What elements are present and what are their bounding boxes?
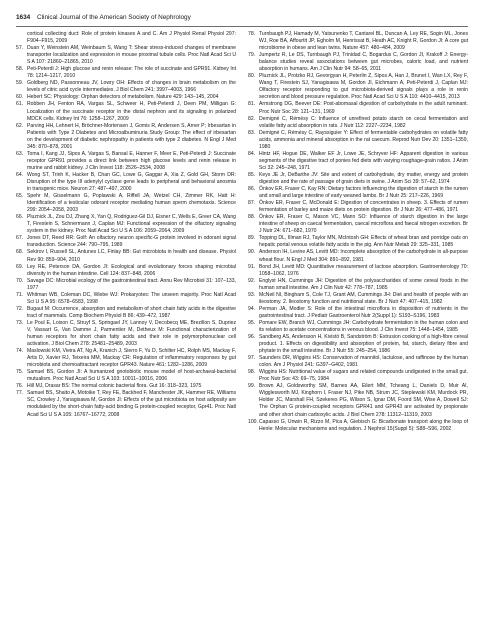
reference-item — [248, 73, 468, 101]
reference-number: 81. — [248, 101, 256, 108]
reference-number: 82. — [248, 115, 256, 122]
reference-item — [248, 369, 468, 383]
reference-item — [248, 151, 468, 172]
reference-number: 89. — [248, 235, 256, 242]
reference-number: 61. — [16, 101, 24, 108]
reference-text: Duan Y, Weinstein AM, Weinbaum S, Wang T: Shear stress-induced changes of membrane transporter localization and expression in mouse proximal tubule cells. Proc Natl Acad Sci U S A 107: 21860–21865, 2010 — [27, 45, 236, 66]
reference-item — [16, 390, 236, 418]
reference-number: 96. — [248, 334, 256, 341]
reference-item — [16, 348, 236, 369]
reference-number: 88. — [248, 214, 256, 221]
reference-text: Peti-Peterdi J: High glucose and renin release: The role of succinate and GPR91. Kidney Int 78: 1214–1217, 2010 — [27, 66, 236, 80]
reference-text: Capasso G, Unwin R, Rizzo M, Pica A, Giebisch G: Bicarbonate transport along the loop of Henle: Molecular mechanisms and regulation. J Nephrol 15(Suppl 5): S88–S96, 2002 — [259, 418, 468, 432]
reference-item — [16, 151, 236, 172]
reference-text: Maslowski KM, Vieira AT, Ng A, Kranich J, Sierro F, Yu D, Schilter HC, Rolph MS, Mackay F, Artis D, Xavier RJ, Teixeira MM, Mackay CR: Regulation of inflammatory responses by gut microbiota and chemoattractant receptor GPR43. Nature 461: 1282–1286, 2009 — [27, 348, 236, 369]
reference-item — [16, 31, 236, 45]
journal-title: Clinical Journal of the American Society of Nephrology — [37, 14, 191, 21]
reference-number: 85. — [248, 171, 256, 178]
reference-number: 94. — [248, 305, 256, 312]
reference-number: 93. — [248, 291, 256, 298]
reference-text: Englyst HN, Cummings JH: Digestion of the polysaccharides of some cereal foods in the human small intestine. Am J Clin Nutr 42: 778–787, 1985 — [259, 277, 468, 291]
reference-text: Perman JA, Modler S: Role of the intestinal microflora in disposition of nutrients in the gastrointestinal tract. J Pediatr Gastroenterol Nutr 2(Suppl 1): S193–S196, 1983 — [259, 305, 468, 319]
reference-item — [16, 278, 236, 292]
reference-number: 70. — [16, 277, 24, 284]
reference-text: McNeil NI, Bingham S, Cole TJ, Grant AM, Cummings JH: Diet and health of people with an ileostomy. 2. Ileostomy function and nutritional state. Br J Nutr 47: 407–415, 1982 — [259, 291, 468, 305]
reference-number: 66. — [16, 214, 24, 221]
reference-number: 58. — [16, 66, 24, 73]
reference-number: 80. — [248, 73, 256, 80]
reference-number: 84. — [248, 150, 256, 157]
reference-text: Sandberg AS, Andersson H, Kivistö B, Sandström B: Extrusion cooking of a high-fibre cereal product. 1. Effects on digestibility and absorption of protein, fat, starch, dietary fibre and phytate in the small intestine. Br J Nutr 55: 245–254, 1986 — [259, 334, 468, 355]
reference-text: Brown AJ, Goldsworthy SM, Barnes AA, Eilert MM, Tcheang L, Daniels D, Muir AI, Wigglesworth MJ, Kinghorn I, Fraser NJ, Pike NB, Strum JC, Steplewski KM, Murdock PR, Holder JC, Marshall FH, Szekeres PG, Wilson S, Ignar DM, Foord SM, Wise A, Dowell SJ: The Orphan G protein-coupled receptors GPR41 and GPR43 are activated by propionate and other short chain carboxylic acids. J Biol Chem 278: 11312–11319, 2003 — [259, 383, 468, 418]
reference-text: Demigné C, Rémésy C, Rayssiguier Y: Effect of fermentable carbohydrates on volatile fatty acids, ammonia and mineral absorption in the rat caecum. Reprod Nutr Dev 20: 1351–1359, 1980 — [259, 129, 468, 150]
reference-number: 62. — [16, 122, 24, 129]
reference-column-right — [248, 31, 468, 635]
reference-text: Spehr M, Gisselmann G, Poplawski A, Riffell JA, Wetzel CH, Zimmer RK, Hatt H: Identification of a testicular odorant receptor mediating human sperm chemotaxis. Science 299: 2054–2058, 2003 — [27, 193, 236, 214]
reference-text: Bugaut M: Occurrence, absorption and metabolism of short chain fatty acids in the digestive tract of mammals. Comp Biochem Physiol B 86: 439–472, 1987 — [27, 305, 236, 319]
reference-item — [248, 355, 468, 369]
reference-text: Wiggins HS: Nutritional value of sugars and related compounds undigested in the small gut. Proc Nutr Soc 43: 69–75, 1984 — [259, 369, 468, 383]
reference-text: Pluznick JL, Zou DJ, Zhang X, Yan Q, Rodriguez-Gil DJ, Eisner C, Wells E, Greer CA, Wang T, Firestein S, Schnermann J, Caplan MJ: Functional expression of the olfactory signaling system in the kidney. Proc Natl Acad Sci U S A 106: 2059–2064, 2009 — [27, 214, 236, 235]
reference-item — [248, 172, 468, 186]
reference-number: 77. — [16, 390, 24, 397]
reference-number: 59. — [16, 80, 24, 87]
reference-item — [248, 101, 468, 115]
reference-number: 68. — [16, 249, 24, 256]
page-number: 1634 — [16, 14, 31, 21]
reference-item — [248, 130, 468, 151]
reference-number: 65. — [16, 193, 24, 200]
reference-number: 99. — [248, 383, 256, 390]
reference-item — [248, 200, 468, 214]
reference-number: 69. — [16, 263, 24, 270]
reference-text: Demigné C, Rémésy C: Influence of unrefined potato starch on cecal fermentation and volatile fatty acid absorption in rats. J Nutr 112: 2227–2234, 1982 — [259, 115, 468, 129]
reference-text: cortical collecting duct: Role of protein kinases A and C. Am J Physiol Renal Physiol 297: F904–F915, 2009 — [27, 31, 236, 45]
reference-text: Önkov ER, Fraser C, Mason VC, Mann SO: Influence of starch digestion in the large intestine of sheep on caecal fermentation, caecal microflora and faecal nitrogen excretion. Br J Nutr 24: 671–682, 1970 — [259, 214, 468, 235]
reference-text: Whitman WB, Coleman DC, Wiebe WJ: Prokaryotes: The unseen majority. Proc Natl Acad Sci U S A 95: 6578–6583, 1998 — [27, 291, 236, 305]
reference-text: Armstrong DG, Beever DE: Post-abomasal digestion of carbohydrate in the adult ruminant. Proc Nutr Soc 28: 121–131, 1969 — [259, 101, 468, 115]
reference-item — [248, 292, 468, 306]
reference-number: 91. — [248, 263, 256, 270]
reference-text: Anderson IH, Levine AS, Levitt MD: Incomplete absorption of the carbohydrate in all-purpose wheat flour. N Engl J Med 304: 891–892, 1981 — [259, 249, 468, 263]
reference-item — [16, 306, 236, 320]
reference-text: Jumpertz R, Le DS, Turnbaugh PJ, Trinidad C, Bogardus C, Gordon JI, Krakoff J: Energy-balance studies reveal associations between gut microbes, caloric load, and nutrient absorption in humans. Am J Clin Nutr 94: 58–65, 2011 — [259, 52, 468, 73]
reference-text: Parving HH, Lehnert H, Bröchner-Mortensen J, Gomis R, Andersen S, Arner P; Irbesartan in Patients with Type 2 Diabetes and Microalbuminuria Study Group: The effect of irbesartan on the development of diabetic nephropathy in patients with type 2 diabetes. N Engl J Med 345: 870–878, 2001 — [27, 122, 236, 150]
reference-text: Pomare EW, Branch WJ, Cummings JH: Carbohydrate fermentation in the human colon and its relation to acetate concentrations in venous blood. J Clin Invest 75: 1448–1454, 1985 — [259, 319, 468, 333]
reference-text: Toma I, Kang JJ, Sipos A, Vargas S, Bansal E, Hanner F, Meer E, Peti-Peterdi J: Succinate receptor GPR91 provides a direct link between high glucose levels and renin release in murine and rabbit kidney. J Clin Invest 118: 2526–2534, 2008 — [27, 150, 236, 171]
reference-item — [16, 66, 236, 80]
reference-text: Wong ST, Trinh K, Hacker B, Chan GC, Lowe G, Gaggar A, Xia Z, Gold GH, Storm DR: Disruption of the type III adenylyl cyclase gene leads to peripheral and behavioral anosmia in transgenic mice. Neuron 27: 487–497, 2000 — [27, 171, 236, 193]
reference-item — [248, 320, 468, 334]
reference-text: Goldberg ND, Passonneau JV, Lowry OH: Effects of changes in brain metabolism on the levels of citric acid cycle intermediates. J Biol Chem 241: 3997–4003, 1966 — [27, 80, 236, 94]
reference-item — [16, 249, 236, 263]
reference-text: Samuel BS, Gordon JI: A humanized gnotobiotic mouse model of host-archaeal-bacterial mutualism. Proc Natl Acad Sci U S A 103: 10011–10016, 2006 — [27, 369, 236, 383]
reference-number: 100. — [248, 418, 258, 425]
reference-number: 83. — [248, 129, 256, 136]
reference-item — [248, 249, 468, 263]
reference-number: 75. — [16, 369, 24, 376]
reference-item — [16, 264, 236, 278]
reference-item — [248, 235, 468, 249]
reference-text: Le Poul E, Loison C, Struyf S, Springael JY, Lannoy V, Decobecq ME, Brezillon S, Dupriez V, Vassart G, Van Damme J, Parmentier M, Detheux M: Functional characterization of human receptors for short chain fatty acids and their role in polymorphonuclear cell activation. J Biol Chem 278: 25481–25489, 2003 — [27, 319, 236, 348]
reference-text: Pluznick JL, Protzko RJ, Gevorgyan H, Peterlin Z, Sipos A, Han J, Brunet I, Wan LX, Rey F, Wang T, Firestein SJ, Yanagisawa M, Gordon JI, Eichmann A, Peti-Peterdi J, Caplan MJ: Olfactory receptor responding to gut microbiota-derived signals plays a role in renin secretion and blood pressure regulation. Proc Natl Acad Sci U S A 110: 4410–4415, 2013 — [259, 73, 468, 101]
reference-text: Önkov ER, Fraser C, McDonald E: Digestion of concentrates in sheep. 3. Effects of rumen fermentation of barley and maize diets on protein digestion. Br J Nutr 26: 477–486, 1971 — [259, 200, 468, 214]
reference-number: 90. — [248, 249, 256, 256]
reference-text: Turnbaugh PJ, Hamady M, Yatsunenko T, Cantarel BL, Duncan A, Ley RE, Sogin ML, Jones WJ, Roe BA, Affourtit JP, Egholm M, Henrissat B, Heath AC, Knight R, Gordon JI: A core gut microbiome in obese and lean twins. Nature 457: 480–484, 2009 — [259, 31, 468, 52]
reference-item — [16, 94, 236, 101]
reference-number: 64. — [16, 171, 24, 178]
reference-number: 92. — [248, 277, 256, 284]
reference-number: 74. — [16, 348, 24, 355]
reference-number: 63. — [16, 150, 24, 157]
reference-text: Keys JE Jr, DeBarthe JV: Site and extent of carbohydrate, dry matter, energy and protein digestion and the rate of passage of grain diets in swine. J Anim Sci 39: 57–62, 1974 — [259, 171, 468, 185]
reference-text: Savage DC: Microbial ecology of the gastrointestinal tract. Annu Rev Microbiol 31: 107–133, 1977 — [27, 277, 236, 291]
reference-item — [16, 123, 236, 151]
reference-text: Topping DL, Illman RJ, Taylor MN, McIntosh GH: Effects of wheat bran and porridge oats on hepatic portal venous volatile fatty acids in the pig. Ann Nutr Metab 29: 325–331, 1985 — [259, 235, 468, 249]
reference-item — [16, 172, 236, 193]
reference-number: 97. — [248, 355, 256, 362]
reference-number: 73. — [16, 319, 24, 326]
reference-text: Ley RE, Peterson DA, Gordon JI: Ecological and evolutionary forces shaping microbial diversity in the human intestine. Cell 124: 837–848, 2006 — [27, 263, 236, 277]
reference-text: Hintz HF, Hogue DE, Walker EF Jr, Lowe JE, Schryver HF: Apparent digestion in various segments of the digestive tract of ponies fed diets with varying roughage-grain ratios. J Anim Sci 32: 245–248, 1971 — [259, 150, 468, 171]
reference-text: Hebert SC: Physiology: Orphan detectors of metabolism. Nature 429: 143–145, 2004 — [27, 94, 219, 101]
reference-text: Jones DT, Reed RR: Golf: An olfactory neuron specific-G protein involved in odorant signal transduction. Science 244: 790–795, 1989 — [27, 235, 236, 249]
reference-text: Saunders DR, Wiggins HS: Conservation of mannitol, lactulose, and raffinose by the human colon. Am J Physiol 241: G397–G402, 1981 — [259, 355, 468, 369]
reference-text: Sekirov I, Russell SL, Antunes LC, Finlay BB: Gut microbiota in health and disease. Physiol Rev 90: 859–904, 2010 — [27, 249, 236, 263]
reference-text: Bond JH, Levitt MD: Quantitative measurement of lactose absorption. Gastroenterology 70: 1058–1062, 1976 — [259, 263, 468, 277]
reference-text: Robben JH, Fenton RA, Vargas SL, Schweer H, Peti-Peterdi J, Deen PM, Milligan G: Localization of the succinate receptor in the distal nephron and its signaling in polarized MDCK cells. Kidney Int 76: 1258–1267, 2009 — [27, 101, 236, 122]
reference-item — [16, 101, 236, 122]
reference-number: 60. — [16, 94, 24, 101]
reference-number: 67. — [16, 235, 24, 242]
reference-item — [16, 193, 236, 214]
reference-number: 71. — [16, 291, 24, 298]
reference-text: Samuel BS, Shaito A, Motoike T, Rey FE, Backhed F, Manchester JK, Hammer RE, Williams SC, Crowley J, Yanagisawa M, Gordon JI: Effects of the gut microbiota on host adiposity are modulated by the short-chain fatty-acid binding G protein-coupled receptor, Gpr41. Proc Natl Acad Sci U S A 105: 16767–16772, 2008 — [27, 390, 236, 418]
running-header — [16, 11, 468, 25]
reference-item — [16, 320, 236, 348]
reference-item — [248, 334, 468, 355]
reference-item — [16, 292, 236, 306]
reference-item — [248, 383, 468, 418]
reference-item — [248, 306, 468, 320]
reference-text: Hill MJ, Drasar BS: The normal colonic bacterial flora. Gut 16: 318–323, 1975 — [27, 383, 202, 390]
reference-item — [16, 214, 236, 235]
reference-column-left — [16, 31, 236, 635]
reference-item — [16, 80, 236, 94]
reference-item — [248, 52, 468, 73]
header-rule — [16, 26, 468, 27]
reference-item — [248, 116, 468, 130]
reference-number: 57. — [16, 45, 24, 52]
reference-number: 76. — [16, 383, 24, 390]
reference-item — [248, 278, 468, 292]
reference-item — [16, 235, 236, 249]
reference-number: 78. — [248, 31, 256, 37]
reference-item — [16, 383, 236, 390]
reference-number: 72. — [16, 305, 24, 312]
reference-number: 98. — [248, 369, 256, 376]
reference-item — [248, 186, 468, 200]
reference-number: 87. — [248, 200, 256, 207]
reference-number: 95. — [248, 319, 256, 326]
reference-item — [248, 31, 468, 52]
reference-text: Önkov ER, Fraser C, Kay RN: Dietary factors influencing the digestion of starch in the rumen and small and large intestine of early weaned lambs. Br J Nutr 25: 217–226, 1969 — [259, 186, 468, 200]
reference-item — [16, 45, 236, 66]
reference-item — [16, 369, 236, 383]
reference-number: 86. — [248, 186, 256, 193]
reference-number: 79. — [248, 52, 256, 59]
reference-item — [248, 214, 468, 235]
reference-item — [248, 264, 468, 278]
reference-item — [248, 419, 468, 433]
